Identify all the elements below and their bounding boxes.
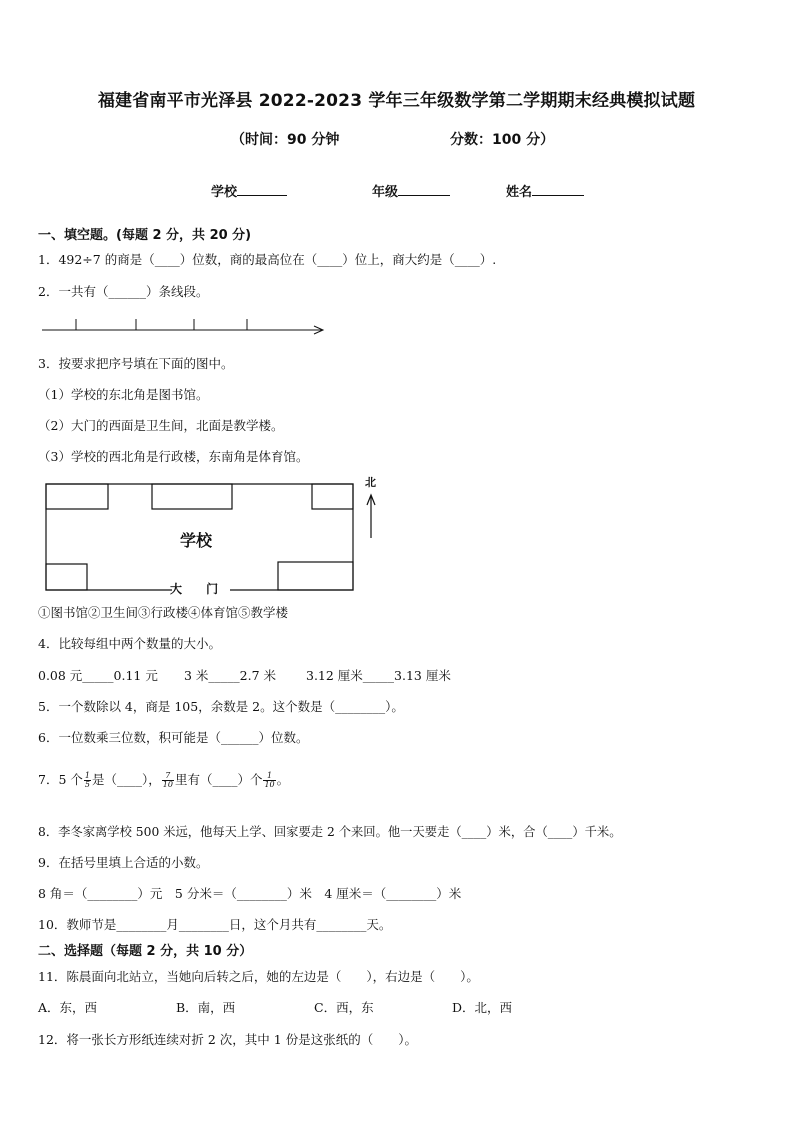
question-8: 8．李冬家离学校 500 米远，他每天上学、回家要走 2 个来回。他一天要走（____）米，合（____）千米。	[38, 825, 622, 839]
fraction-numerator: 7	[162, 772, 174, 781]
question-7-part-2: 是（____），	[91, 772, 161, 787]
question-3-options: ①图书馆②卫生间③行政楼④体育馆⑤教学楼	[38, 605, 289, 620]
north-room[interactable]	[152, 484, 232, 509]
question-7-part-3: 里有（____）个	[174, 772, 263, 787]
grade-blank[interactable]	[398, 181, 450, 196]
fraction-one-tenth	[263, 772, 275, 789]
southwest-room[interactable]	[46, 564, 87, 590]
northwest-room[interactable]	[46, 484, 108, 509]
grade-label: 年级	[372, 185, 399, 200]
question-4-c: 3.12 厘米_____3.13 厘米	[306, 668, 451, 683]
northeast-room[interactable]	[312, 484, 353, 509]
north-label: 北	[365, 476, 376, 489]
grade-field	[372, 181, 450, 200]
question-12: 12．将一张长方形纸连续对折 2 次，其中 1 份是这张纸的（ ）。	[38, 1032, 417, 1047]
question-9: 9．在括号里填上合适的小数。	[38, 855, 209, 870]
question-3-item-3: （3）学校的西北角是行政楼，东南角是体育馆。	[38, 449, 309, 464]
question-11-option-d[interactable]: D．北，西	[452, 1000, 513, 1015]
question-4-a: 0.08 元_____0.11 元	[38, 668, 158, 683]
school-label: 学校	[211, 185, 238, 200]
school-map	[40, 474, 385, 600]
question-7	[38, 770, 289, 789]
section-2-heading: 二、选择题（每题 2 分，共 10 分）	[38, 944, 253, 959]
question-10: 10．教师节是________月________日，这个月共有________天。	[38, 917, 392, 932]
question-4: 4．比较每组中两个数量的大小。	[38, 636, 221, 651]
question-7-part-1: 7．5 个	[38, 772, 83, 787]
question-9-row: 8 角＝（________）元 5 分米＝（________）米 4 厘米＝（________）米	[38, 886, 462, 901]
question-3: 3．按要求把序号填在下面的图中。	[38, 356, 234, 371]
question-2: 2．一共有（______）条线段。	[38, 284, 209, 299]
fraction-seven-tenths	[162, 772, 174, 789]
school-field	[211, 181, 287, 200]
fraction-numerator: 1	[84, 771, 90, 780]
exam-score: 分数：100 分）	[450, 132, 555, 148]
question-3-item-1: （1）学校的东北角是图书馆。	[38, 387, 209, 402]
question-11-option-b[interactable]: B．南，西	[176, 1000, 236, 1015]
fraction-denominator: 5	[84, 780, 90, 789]
question-6: 6．一位数乘三位数，积可能是（______）位数。	[38, 730, 309, 745]
page-title: 福建省南平市光泽县 2022-2023 学年三年级数学第二学期期末经典模拟试题	[97, 91, 696, 111]
question-4-b: 3 米_____2.7 米	[184, 668, 277, 683]
name-label: 姓名	[506, 185, 533, 200]
school-blank[interactable]	[237, 181, 287, 196]
fraction-one-fifth	[84, 772, 91, 789]
southeast-room[interactable]	[278, 562, 353, 590]
fraction-numerator: 1	[263, 772, 275, 781]
name-field	[506, 181, 584, 200]
question-7-part-4: 。	[276, 772, 290, 787]
exam-time: （时间：90 分钟	[231, 132, 340, 148]
school-label: 学校	[180, 531, 213, 550]
question-11: 11．陈晨面向北站立，当她向后转之后，她的左边是（ ），右边是（ ）。	[38, 969, 479, 984]
question-11-option-c[interactable]: C．西，东	[314, 1000, 374, 1015]
line-segment-figure	[40, 314, 330, 338]
question-11-option-a[interactable]: A．东，西	[38, 1000, 98, 1015]
fraction-denominator: 10	[162, 780, 173, 789]
question-1: 1．492÷7 的商是（____）位数，商的最高位在（____）位上，商大约是（____）.	[38, 252, 497, 267]
gate-label: 大 门	[170, 582, 229, 596]
fraction-denominator: 10	[264, 780, 275, 789]
name-blank[interactable]	[532, 181, 584, 196]
question-3-item-2: （2）大门的西面是卫生间，北面是教学楼。	[38, 418, 284, 433]
question-5: 5．一个数除以 4，商是 105，余数是 2。这个数是（________）。	[38, 699, 404, 714]
section-1-heading: 一、填空题。(每题 2 分，共 20 分)	[38, 228, 252, 243]
